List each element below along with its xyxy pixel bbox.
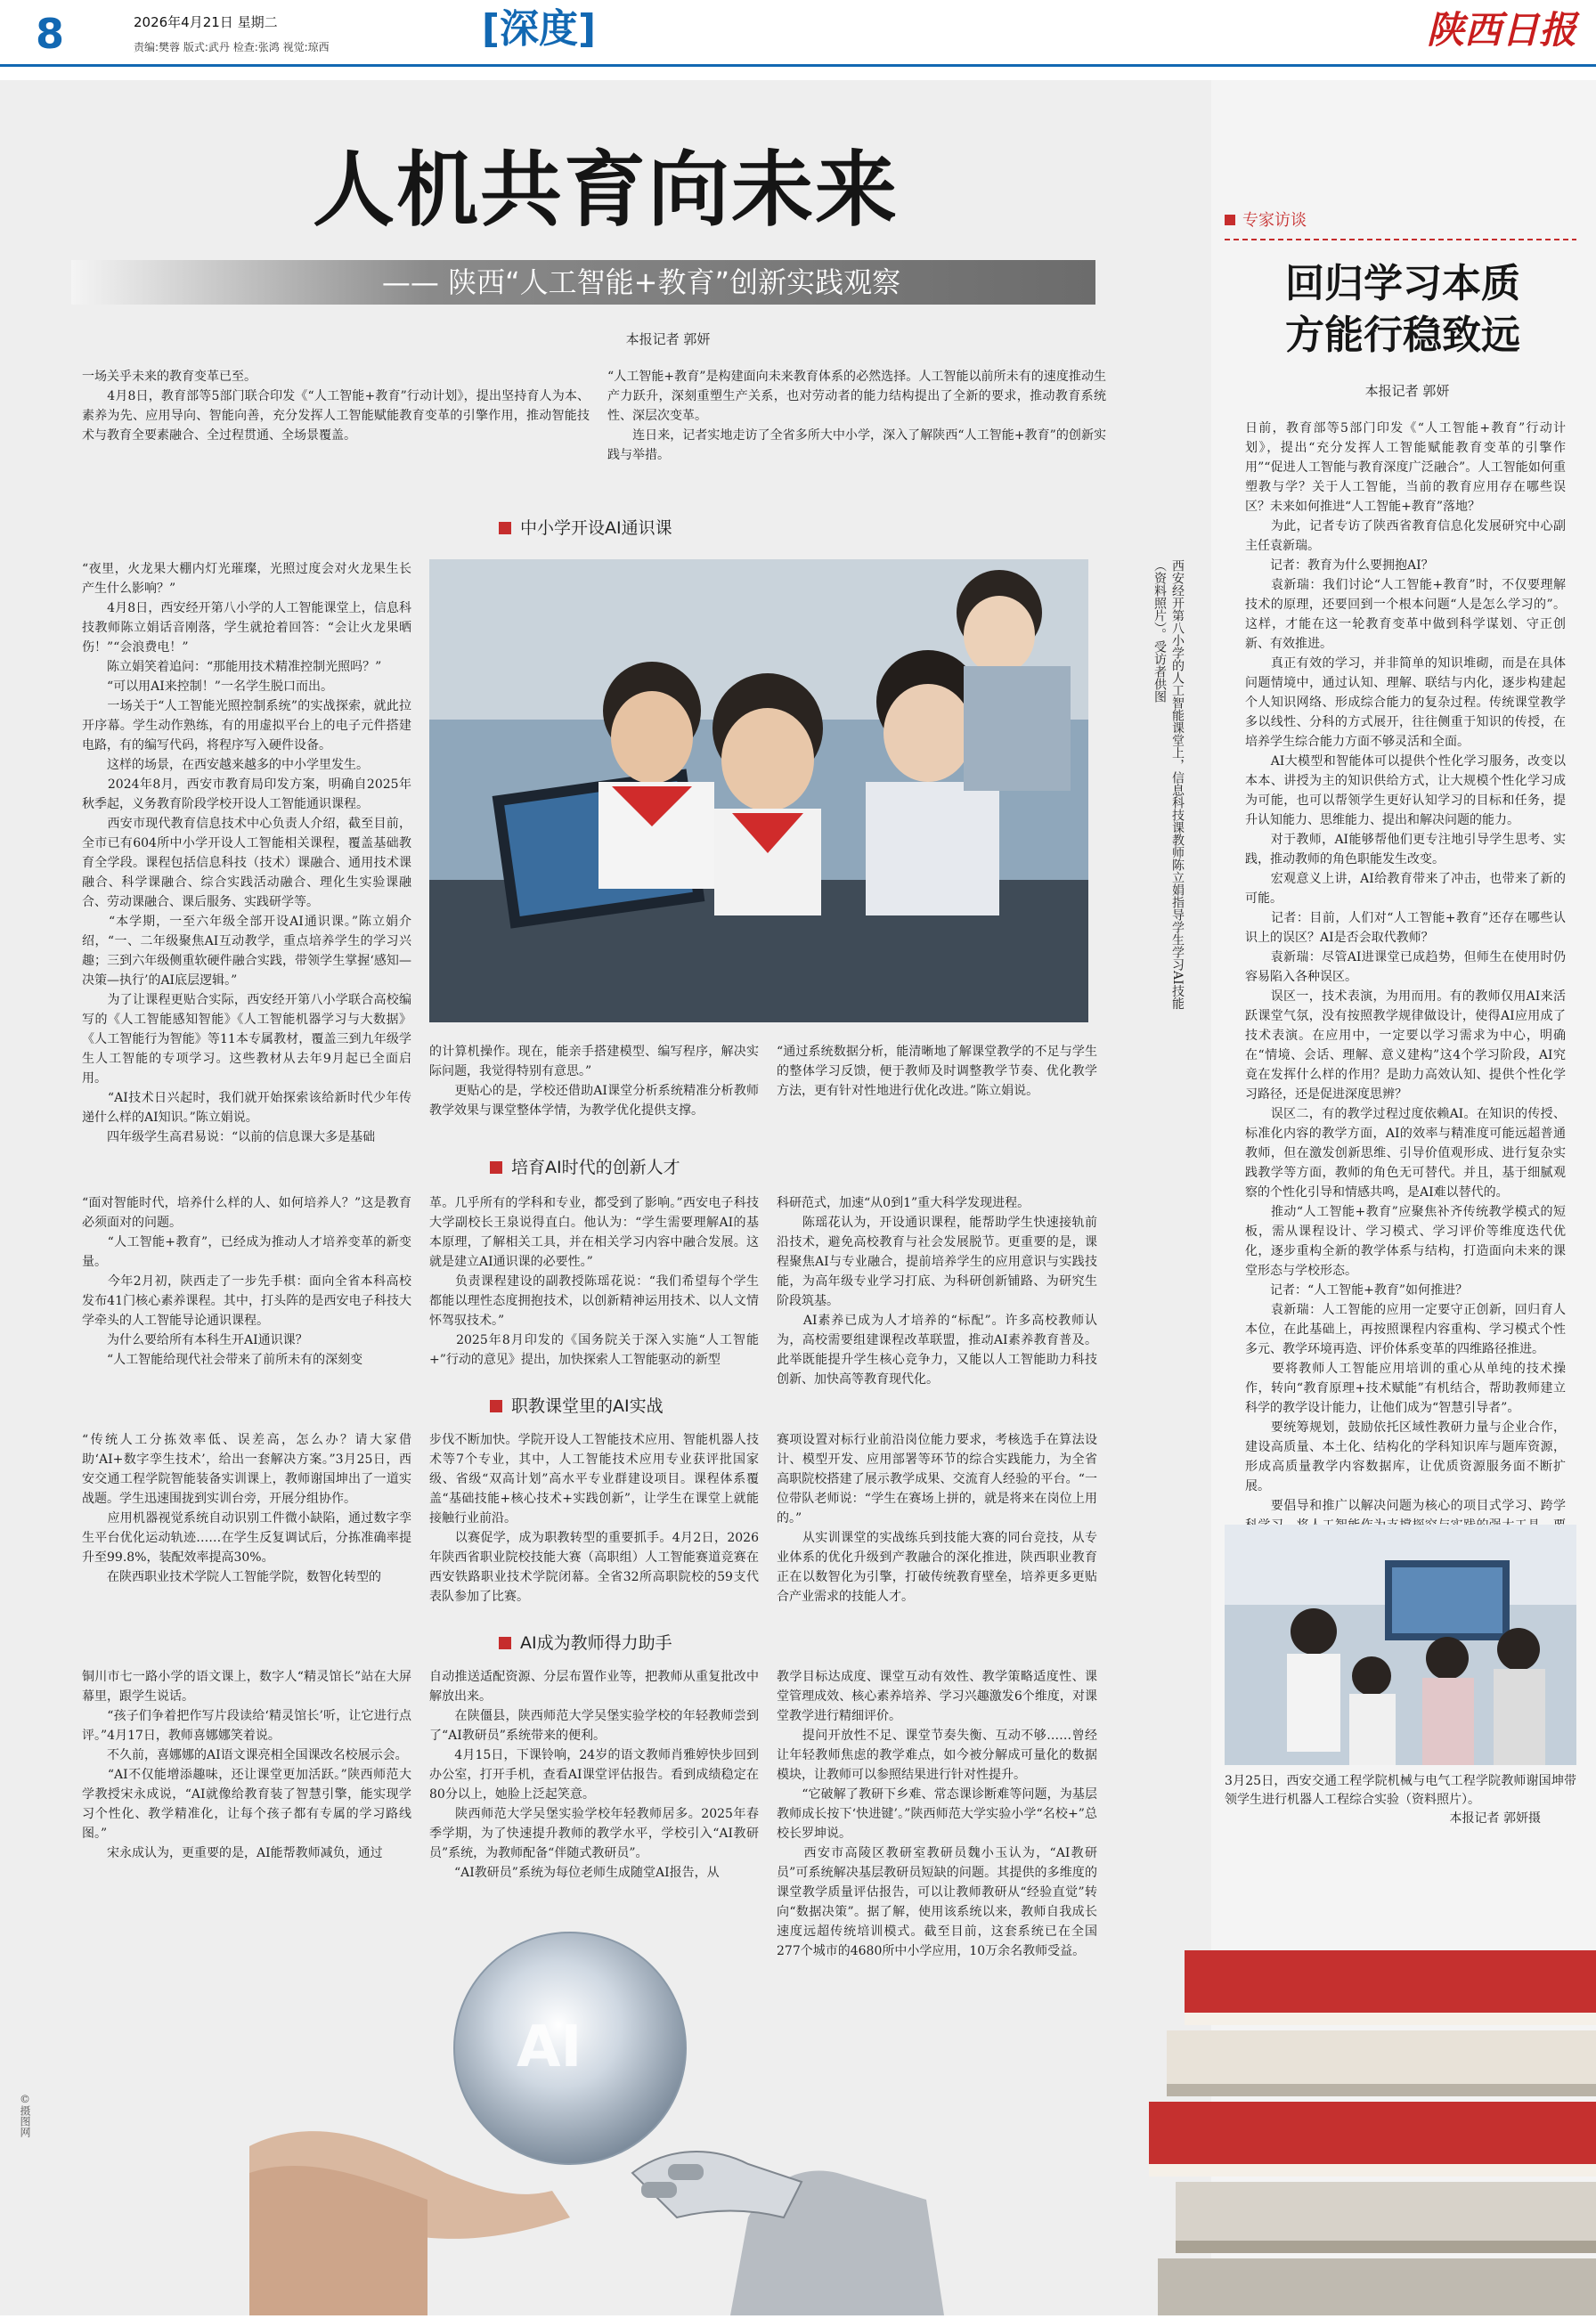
lead-paragraph-left: 一场关乎未来的教育变革已至。 4月8日，教育部等5部门联合印发《“人工智能+教育”行动计划》，提出坚持育人为本、素养为先、应用导向、智能向善，充分发挥人工智能赋能教育变革的引擎作用，推动智能技术与教育全要素融合、全过程贯通、全场景覆盖。 xyxy=(82,370,590,443)
article-title: 人机共育向未来 xyxy=(312,142,899,238)
section4-column2: 自动推送适配资源、分层布置作业等，把教师从重复批改中解放出来。 在陕僵县，陕西师范大学吴堡实验学校的年轻教师尝到了“AI教研员”系统带来的便利。 4月15日，下课铃响，24岁的语文教师肖雅婷快步回到办公室，打开手机，查看AI课堂评估报告。看到成绩稳定在80分以上，她脸上泛起笑意。 陕西师范大学吴堡实验学校年轻教师居多。2025年春季学期，为了快速提升教师的教学水平，学校引入“AI教研员”系统，为教师配备“伴随式教研员”。 “AI教研员”系统为每位老师生成随堂AI报告，从 xyxy=(429,1670,759,1880)
lab-photo-credit: 本报记者 郭妍摄 xyxy=(1449,1811,1541,1826)
interview-title xyxy=(1229,258,1576,365)
lab-photo xyxy=(1225,1525,1576,1765)
newspaper-logo: 陕西日报 xyxy=(1426,8,1576,52)
lab-photo-caption xyxy=(1225,1772,1576,1847)
section3-column1: “传统人工分拣效率低、误差高，怎么办？请大家借助‘AI+数字孪生技术’，给出一套解决方案。”3月25日，西安交通工程学院智能装备实训课上，教师谢国坤出了一道实战题。学生迅速围拢到实训台旁，开展分组协作。 应用机器视觉系统自动识别工件微小缺陷，通过数字孪生平台优化运动轨迹……在学生反复调试后，分拣准确率提升至99.8%，装配效率提高30%。 在陕西职业技术学院人工智能学院，数智化转型的 xyxy=(82,1433,411,1584)
section1-column3: “通过系统数据分析，能清晰地了解课堂教学的不足与学生的整体学习反馈，便于教师及时调整教学节奏、优化教学方法，更有针对性地进行优化改进。”陈立娟说。 xyxy=(777,1045,1097,1098)
lab-photo-illustration xyxy=(1225,1525,1576,1765)
article-byline: 本报记者 郭妍 xyxy=(625,331,711,347)
lab-photo-caption-text: 3月25日，西安交通工程学院机械与电气工程学院教师谢国坤带领学生进行机器人工程综合实验（资料照片）。 xyxy=(1225,1774,1576,1807)
section-marker-icon xyxy=(499,1637,511,1649)
interview-title-line2: 方能行稳致远 xyxy=(1285,313,1520,358)
section1-column1: “夜里，火龙果大棚内灯光璀璨，光照过度会对火龙果生长产生什么影响？” 4月8日，西安经开第八小学的人工智能课堂上，信息科技教师陈立娟话音刚落，学生就抢着回答：“会让火龙果晒伤！”“会浪费电！” 陈立娟笑着追问：“那能用技术精准控制光照吗？” “可以用AI来控制！”一名学生脱口而出。 一场关于“人工智能光照控制系统”的实战探索，就此拉开序幕。学生动作熟练，有的用虚拟平台上的电子元件搭建电路，有的编写代码，将程序写入硬件设备。 这样的场景，在西安越来越多的中小学里发生。 2024年8月，西安市教育局印发方案，明确自2025年秋季起，义务教育阶段学校开设人工智能通识课程。 西安市现代教育信息技术中心负责人介绍，截至目前，全市已有604所中小学开设人工智能相关课程，覆盖基础教育全学段。课程包括信息科技（技术）课融合、通用技术课融合、科学课融合、综合实践活动融合、理化生实验课融合、劳动课融合、课后服务、实践研学等。 “本学期，一至六年级全部开设AI通识课。”陈立娟介绍，“一、二年级聚焦AI互动教学，重点培养学生的学习兴趣；三到六年级侧重软硬件融合实践，带领学生掌握‘感知—决策—执行’的AI底层逻辑。” 为了让课程更贴合实际，西安经开第八小学联合高校编写的《人工智能感知智能》《人工智能机器学习与大数据》《人工智能行为智能》等11本专属教材，覆盖三到九年级学生人工智能的专项学习。这些教材从去年9月起已全面启用。 “AI技术日兴起时，我们就开始探索该给新时代少年传递什么样的AI知识。”陈立娟说。 四年级学生高君易说：“以前的信息课大多是基础 xyxy=(82,562,411,1144)
section1-column2: 的计算机操作。现在，能亲手搭建模型、编写程序，解决实际问题，我觉得特别有意思。” 更贴心的是，学校还借助AI课堂分析系统精准分析教师教学效果与课堂整体学情，为教学优化提供支撑。 xyxy=(429,1045,759,1118)
section-heading-ai-course: 中小学开设AI通识课 xyxy=(499,515,766,541)
classroom-photo-illustration xyxy=(429,559,1088,1022)
classroom-photo-caption: 西安经开第八小学的人工智能课堂上，信息科技课教师陈立娟指导学生学习AI技能（资料照片）。受访者供图 xyxy=(1152,559,1185,1010)
section2-column1: “面对智能时代，培养什么样的人、如何培养人？”这是教育必须面对的问题。 “人工智能+教育”，已经成为推动人才培养变革的新变量。 今年2月初，陕西走了一步先手棋：面向全省本科高校发布41门核心素养课程。其中，打头阵的是西安电子科技大学牵头的人工智能导论通识课程。 为什么要给所有本科生开AI通识课？ “人工智能给现代社会带来了前所未有的深刻变 xyxy=(82,1196,411,1367)
article-subtitle: —— 陕西“人工智能+教育”创新实践观察 xyxy=(381,265,901,299)
expert-interview-tag: 专家访谈 xyxy=(1225,205,1563,237)
section2-column3: 科研范式，加速“从0到1”重大科学发现进程。 陈瑶花认为，开设通识课程，能帮助学生快速接轨前沿技术，避免高校教育与社会发展脱节。更重要的是，课程聚焦AI与专业融合，提前培养学生的应用意识与实践技能，为高年级专业学习打底、为科研创新铺路、为研究生阶段筑基。 AI素养已成为人才培养的“标配”。许多高校教师认为，高校需要组建课程改革联盟，推动AI素养教育普及。此举既能提升学生核心竞争力，又能以人工智能助力科技创新、加快高等教育现代化。 xyxy=(777,1196,1097,1387)
classroom-photo xyxy=(429,559,1088,1022)
section-marker-icon xyxy=(499,522,511,534)
header-rule xyxy=(0,64,1596,67)
svg-text:AI: AI xyxy=(517,2014,582,2080)
interview-byline: 本报记者 郭妍 xyxy=(1364,383,1450,399)
books-graphic xyxy=(1149,1888,1596,2315)
section-label: [深度] xyxy=(481,6,597,52)
section-marker-icon xyxy=(490,1161,502,1174)
section-marker-icon xyxy=(490,1400,502,1412)
interview-body: 日前，教育部等5部门印发《“人工智能+教育”行动计划》，提出“充分发挥人工智能赋能教育变革的引擎作用”“促进人工智能与教育深度广泛融合”。人工智能如何重塑教与学？关于人工智能，当前的教育应用存在哪些误区？未来如何推进“人工智能+教育”落地？ 为此，记者专访了陕西省教育信息化发展研究中心副主任袁新瑞。 记者：教育为什么要拥抱AI？ 袁新瑞：我们讨论“人工智能+教育”时，不仅要理解技术的原理，还要回到一个根本问题“人是怎么学习的”。这样，才能在这一轮教育变革中做到科学谋划、守正创新、有效推进。 真正有效的学习，并非简单的知识堆砌，而是在具体问题情境中，通过认知、理解、联结与内化，逐步构建起个人知识网络、形成综合能力的复杂过程。传统课堂教学多以线性、分科的方式展开，往往侧重于知识的传授，在培养学生综合能力方面不够灵活和全面。 AI大模型和智能体可以提供个性化学习服务，改变以本本、讲授为主的知识供给方式，让大规模个性化学习成为可能，也可以帮领学生更好认知学习的目标和任务，提升认知能力、思维能力、提出和解决问题的能力。 对于教师，AI能够帮他们更专注地引导学生思考、实践，推动教师的角色职能发生改变。 宏观意义上讲，AI给教育带来了冲击，也带来了新的可能。 记者：目前，人们对“人工智能+教育”还存在哪些认识上的误区？AI是否会取代教师？ 袁新瑞：尽管AI进课堂已成趋势，但师生在使用时仍容易陷入各种误区。 误区一，技术表演，为用而用。有的教师仅用AI来活跃课堂气氛，没有按照教学规律做设计，使得AI应用成了技术表演。在应用中，一定要以学习需求为中心，明确在“情境、会话、理解、意义建构”这4个学习阶段，AI究竟在发挥什么样的作用？是助力高效认知、提供个性化学习路径，还是促进深度思辨？ 误区二，有的教学过程过度依赖AI。在知识的传授、标准化内容的教学方面，AI的效率与精准度可能远超普通教师，但在激发创新思维、引导价值观形成、进行复杂实践教学等方面，教师的角色无可替代。并且，基于细腻观察的个性化引导和情感共鸣，是AI难以替代的。 推动“人工智能+教育”应聚焦补齐传统教学模式的短板，需从课程设计、学习模式、学习评价等维度迭代优化，逐步重构全新的教学体系与结构，打造面向未来的课堂形态与学校形态。 记者：“人工智能+教育”如何推进？ 袁新瑞：人工智能的应用一定要守正创新，回归育人本位，在此基础上，再按照课程内容重构、学习模式个性多元、教学环境再造、评价体系变革的四维路径推进。 要将教师人工智能应用培训的重心从单纯的技术操作，转向“教育原理+技术赋能”有机结合，帮助教师建立科学的教学设计能力，让他们成为“智慧引导者”。 要统筹规划，鼓励依托区域性教研力量与企业合作，建设高质量、本土化、结构化的学科知识库与题库资源，形成高质量教学内容数据库，让优质资源服务面不断扩展。 要倡导和推广以解决问题为核心的项目式学习、跨学 xyxy=(1245,421,1566,1513)
interview-title-line1: 回归学习本质 xyxy=(1285,261,1520,306)
section2-column2: 革。几乎所有的学科和专业，都受到了影响。”西安电子科技大学副校长王泉说得直白。他认为：“学生需要理解AI的基本原理，了解相关工具，并在相关学习内容中融合发展。这就是建立AI通识课的必要性。” 负责课程建设的副教授陈瑶花说：“我们希望每个学生都能以理性态度拥抱技术，以创新精神运用技术、以人文情怀驾驭技术。” 2025年8月印发的《国务院关于深入实施“人工智能+”行动的意见》提出，加快探索人工智能驱动的新型 xyxy=(429,1196,759,1367)
section4-column1: 铜川市七一路小学的语文课上，数字人“精灵馆长”站在大屏幕里，跟学生说话。 “孩子们争着把作写片段读给‘精灵馆长’听，让它进行点评。”4月17日，教师喜娜娜笑着说。 不久前，喜娜娜的AI语文课亮相全国课改名校展示会。 “AI不仅能增添趣味，还让课堂更加活跃。”陕西师范大学教授宋永成说，“AI就像给教育装了智慧引擎，能实现学习个性化、教学精准化，让每个孩子都有专属的学习路线图。” 宋永成认为，更重要的是，AI能帮教师减负，通过 xyxy=(82,1670,411,1860)
section-heading-vocational: 职教课堂里的AI实战 xyxy=(490,1393,775,1420)
section4-column3: 教学目标达成度、课堂互动有效性、教学策略适度性、课堂管理成效、核心素养培养、学习兴趣激发6个维度，对课堂教学进行精细评价。 提问开放性不足、课堂节奏失衡、互动不够……曾经让年轻教师焦虑的教学难点，如今被分解成可量化的数据模块，让教师可以参照结果进行针对性提升。 “它破解了教研下乡难、常态课诊断难等问题，为基层教师成长按下‘快进键’。”陕西师范大学实验小学“名校+”总校长罗坤说。 西安市高陵区教研室教研员魏小玉认为，“AI教研员”可系统解决基层教研员短缺的问题。其提供的多维度的课堂教学质量评估报告，可以让教师教研从“经验直觉”转向“数据决策”。据了解，使用该系统以来，教师自我成长速度远超传统培训模式。截至目前，这套系统已在全国277个城市的4680所中小学应用，10万余名教师受益。 xyxy=(777,1670,1097,1958)
lead-paragraph-right: “人工智能+教育”是构建面向未来教育体系的必然选择。人工智能以前所未有的速度推动生产力跃升，深刻重塑生产关系，也对劳动者的能力结构提出了全新的要求，推动教育系统性、深层次变革。 连日来，记者实地走访了全省多所大中小学，深入了解陕西“人工智能+教育”的创新实践与举措。 xyxy=(607,370,1106,462)
expert-interview-rule xyxy=(1225,239,1576,240)
section3-column3: 赛项设置对标行业前沿岗位能力要求，考核选手在算法设计、模型开发、应用部署等环节的综合实践能力，为全省高职院校搭建了展示教学成果、交流育人经验的平台。“一位带队老师说：“学生在赛场上拼的，就是将来在岗位上用的。” 从实训课堂的实战练兵到技能大赛的同台竞技，从专业体系的优化升级到产教融合的深化推进，陕西职业教育正在以数智化为引擎，打破传统教育壁垒，培养更多更贴合产业需求的技能人才。 xyxy=(777,1433,1097,1604)
page-number: 8 xyxy=(36,10,65,58)
graphic-credit: ©摄图网 xyxy=(19,2093,31,2137)
section-heading-teacher-assistant: AI成为教师得力助手 xyxy=(499,1630,766,1656)
editorial-staff: 责编:樊蓉 版式:武丹 检查:张鸿 视觉:琼西 xyxy=(134,41,330,53)
section-heading-innovation-talent: 培育AI时代的创新人才 xyxy=(490,1154,775,1181)
ai-hand-sphere-graphic xyxy=(249,1879,1051,2315)
issue-date: 2026年4月21日 星期二 xyxy=(134,14,278,30)
section3-column2: 步伐不断加快。学院开设人工智能技术应用、智能机器人技术等7个专业，其中，人工智能技术应用专业获评批国家级、省级“双高计划”高水平专业群建设项目。课程体系覆盖“基础技能+核心技术+实践创新”，让学生在课堂上就能接触行业前沿。 以赛促学，成为职教转型的重要抓手。4月2日，2026年陕西省职业院校技能大赛（高职组）人工智能赛道竞赛在西安铁路职业技术学院闭幕。全省32所高职院校的59支代表队参加了比赛。 xyxy=(429,1433,759,1604)
